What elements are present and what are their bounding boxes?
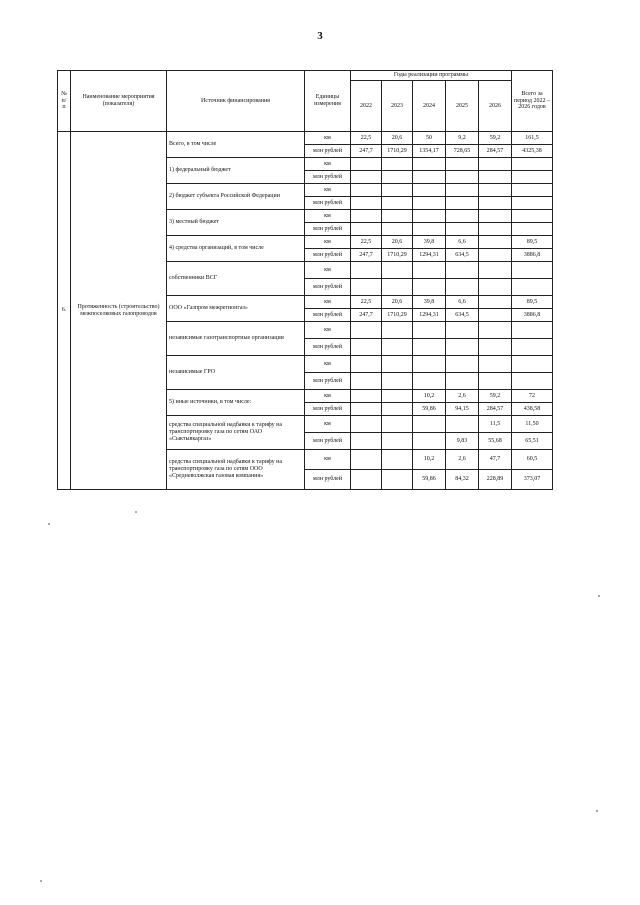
year-value-cell	[446, 416, 479, 433]
year-value-cell	[382, 322, 413, 339]
unit-cell: км	[305, 184, 351, 197]
unit-cell: км	[305, 158, 351, 171]
unit-cell: млн рублей	[305, 249, 351, 262]
year-value-cell	[446, 197, 479, 210]
year-value-cell: 284,57	[479, 403, 512, 416]
year-value-cell	[479, 373, 512, 390]
funding-source: Всего, в том числе	[167, 132, 305, 158]
funding-source: 3) местный бюджет	[167, 210, 305, 236]
funding-source: 4) средства организаций, в том числе	[167, 236, 305, 262]
total-cell	[512, 322, 553, 339]
year-value-cell: 20,6	[382, 296, 413, 309]
year-value-cell: 6,6	[446, 236, 479, 249]
total-cell	[512, 373, 553, 390]
year-value-cell: 9,2	[446, 132, 479, 145]
year-value-cell	[382, 470, 413, 490]
year-value-cell: 1710,29	[382, 309, 413, 322]
year-value-cell	[479, 184, 512, 197]
year-value-cell	[479, 158, 512, 171]
year-value-cell	[413, 373, 446, 390]
year-value-cell: 1710,29	[382, 145, 413, 158]
year-value-cell: 247,7	[351, 249, 382, 262]
year-value-cell: 59,2	[479, 390, 512, 403]
year-value-cell	[446, 279, 479, 296]
year-value-cell	[382, 184, 413, 197]
year-value-cell: 59,86	[413, 403, 446, 416]
funding-source: средства специальной надбавки к тарифу на транспортировку газа по сетям ООО «Средневолжская газовая компания»	[167, 450, 305, 490]
year-value-cell: 11,5	[479, 416, 512, 433]
year-value-cell	[351, 262, 382, 279]
scan-speck	[598, 595, 600, 597]
year-value-cell: 39,8	[413, 236, 446, 249]
year-value-cell	[351, 223, 382, 236]
unit-cell: км	[305, 416, 351, 433]
year-value-cell	[382, 262, 413, 279]
funding-source: 1) федеральный бюджет	[167, 158, 305, 184]
year-value-cell	[351, 158, 382, 171]
year-value-cell	[351, 339, 382, 356]
header-year: 2024	[413, 81, 446, 132]
financing-table	[57, 70, 553, 490]
year-value-cell	[413, 339, 446, 356]
unit-cell: млн рублей	[305, 171, 351, 184]
year-value-cell	[446, 373, 479, 390]
total-cell	[512, 197, 553, 210]
year-value-cell	[446, 356, 479, 373]
year-value-cell	[382, 210, 413, 223]
year-value-cell	[382, 356, 413, 373]
year-value-cell	[413, 262, 446, 279]
year-value-cell: 247,7	[351, 145, 382, 158]
year-value-cell	[351, 373, 382, 390]
year-value-cell: 1294,31	[413, 309, 446, 322]
year-value-cell	[413, 171, 446, 184]
year-value-cell: 228,89	[479, 470, 512, 490]
year-value-cell: 10,2	[413, 390, 446, 403]
year-value-cell: 728,65	[446, 145, 479, 158]
year-value-cell	[479, 171, 512, 184]
year-value-cell: 22,5	[351, 236, 382, 249]
total-cell: 65,51	[512, 433, 553, 450]
header-col-unit: Единицы измерения	[305, 71, 351, 132]
total-cell	[512, 158, 553, 171]
year-value-cell	[351, 450, 382, 470]
table-body	[58, 132, 553, 490]
year-value-cell	[351, 356, 382, 373]
funding-source: 2) бюджет субъекта Российской Федерации	[167, 184, 305, 210]
year-value-cell	[351, 210, 382, 223]
year-value-cell	[479, 249, 512, 262]
scan-speck	[596, 810, 598, 812]
year-value-cell	[413, 356, 446, 373]
total-cell	[512, 171, 553, 184]
total-cell	[512, 223, 553, 236]
year-value-cell	[479, 339, 512, 356]
year-value-cell	[479, 309, 512, 322]
unit-cell: км	[305, 132, 351, 145]
year-value-cell: 59,86	[413, 470, 446, 490]
year-value-cell	[382, 171, 413, 184]
year-value-cell: 6,6	[446, 296, 479, 309]
header-col-source: Источник финансирования	[167, 71, 305, 132]
unit-cell: млн рублей	[305, 403, 351, 416]
year-value-cell: 39,8	[413, 296, 446, 309]
year-value-cell	[382, 416, 413, 433]
year-value-cell: 634,5	[446, 249, 479, 262]
unit-cell: млн рублей	[305, 339, 351, 356]
item-number: 6.	[58, 132, 71, 490]
scan-speck	[135, 511, 137, 513]
unit-cell: млн рублей	[305, 373, 351, 390]
unit-cell: млн рублей	[305, 279, 351, 296]
year-value-cell: 2,6	[446, 450, 479, 470]
funding-source: собственники ВСГ	[167, 262, 305, 296]
total-cell: 3886,8	[512, 309, 553, 322]
table-row	[58, 132, 553, 145]
header-year: 2023	[382, 81, 413, 132]
total-cell: 60,5	[512, 450, 553, 470]
year-value-cell	[351, 184, 382, 197]
scan-speck	[40, 880, 42, 882]
year-value-cell	[446, 322, 479, 339]
year-value-cell	[413, 197, 446, 210]
year-value-cell: 20,6	[382, 236, 413, 249]
funding-source: ООО «Газпром межрегионгаз»	[167, 296, 305, 322]
page-number: 3	[317, 30, 323, 42]
year-value-cell	[446, 210, 479, 223]
year-value-cell	[382, 223, 413, 236]
year-value-cell	[446, 223, 479, 236]
year-value-cell: 59,2	[479, 132, 512, 145]
year-value-cell	[479, 262, 512, 279]
year-value-cell	[351, 197, 382, 210]
header-years-group: Годы реализации программы	[351, 71, 512, 81]
unit-cell: км	[305, 450, 351, 470]
year-value-cell	[351, 390, 382, 403]
unit-cell: км	[305, 210, 351, 223]
year-value-cell	[413, 184, 446, 197]
header-col-number: № п/п	[58, 71, 71, 132]
year-value-cell: 1710,29	[382, 249, 413, 262]
year-value-cell: 10,2	[413, 450, 446, 470]
funding-source: независимые газотранспортные организации	[167, 322, 305, 356]
year-value-cell	[446, 158, 479, 171]
funding-source: средства специальной надбавки к тарифу на транспортировку газа по сетям ОАО «Сыктывкаргаз»	[167, 416, 305, 450]
year-value-cell	[413, 433, 446, 450]
unit-cell: млн рублей	[305, 433, 351, 450]
year-value-cell	[351, 171, 382, 184]
year-value-cell: 20,6	[382, 132, 413, 145]
total-cell: 438,58	[512, 403, 553, 416]
year-value-cell	[382, 433, 413, 450]
total-cell: 373,07	[512, 470, 553, 490]
year-value-cell: 55,68	[479, 433, 512, 450]
year-value-cell: 22,5	[351, 132, 382, 145]
total-cell	[512, 279, 553, 296]
unit-cell: млн рублей	[305, 309, 351, 322]
total-cell: 89,5	[512, 296, 553, 309]
year-value-cell: 247,7	[351, 309, 382, 322]
year-value-cell	[479, 322, 512, 339]
item-name: Протяженность (строительство) межпоселковых газопроводов	[71, 132, 167, 490]
total-cell: 89,5	[512, 236, 553, 249]
year-value-cell	[413, 416, 446, 433]
funding-source: 5) иные источники, в том числе:	[167, 390, 305, 416]
year-value-cell	[382, 197, 413, 210]
header-col-measure: Наименование мероприятия (показателя)	[71, 71, 167, 132]
year-value-cell: 2,6	[446, 390, 479, 403]
unit-cell: км	[305, 236, 351, 249]
total-cell	[512, 210, 553, 223]
total-cell	[512, 184, 553, 197]
total-cell: 161,5	[512, 132, 553, 145]
year-value-cell	[382, 373, 413, 390]
year-value-cell	[446, 171, 479, 184]
year-value-cell: 1294,31	[413, 249, 446, 262]
year-value-cell	[351, 279, 382, 296]
year-value-cell	[479, 223, 512, 236]
year-value-cell	[382, 339, 413, 356]
year-value-cell	[446, 184, 479, 197]
year-value-cell: 50	[413, 132, 446, 145]
year-value-cell: 47,7	[479, 450, 512, 470]
unit-cell: км	[305, 322, 351, 339]
year-value-cell	[413, 210, 446, 223]
scan-speck	[48, 523, 50, 525]
year-value-cell	[413, 322, 446, 339]
unit-cell: км	[305, 356, 351, 373]
total-cell: 4325,38	[512, 145, 553, 158]
year-value-cell	[351, 322, 382, 339]
total-cell: 3886,8	[512, 249, 553, 262]
year-value-cell	[382, 279, 413, 296]
year-value-cell: 634,5	[446, 309, 479, 322]
year-value-cell	[382, 390, 413, 403]
header-year: 2022	[351, 81, 382, 132]
year-value-cell	[446, 339, 479, 356]
total-cell: 11,50	[512, 416, 553, 433]
unit-cell: млн рублей	[305, 223, 351, 236]
total-cell	[512, 339, 553, 356]
header-year: 2026	[479, 81, 512, 132]
year-value-cell	[479, 236, 512, 249]
header-year: 2025	[446, 81, 479, 132]
year-value-cell	[351, 433, 382, 450]
year-value-cell: 284,57	[479, 145, 512, 158]
year-value-cell	[382, 403, 413, 416]
year-value-cell: 94,15	[446, 403, 479, 416]
unit-cell: млн рублей	[305, 197, 351, 210]
year-value-cell	[446, 262, 479, 279]
year-value-cell: 84,32	[446, 470, 479, 490]
year-value-cell	[413, 223, 446, 236]
year-value-cell	[479, 296, 512, 309]
year-value-cell: 22,5	[351, 296, 382, 309]
year-value-cell	[382, 158, 413, 171]
year-value-cell	[351, 470, 382, 490]
total-cell	[512, 356, 553, 373]
unit-cell: млн рублей	[305, 470, 351, 490]
year-value-cell	[479, 197, 512, 210]
total-cell	[512, 262, 553, 279]
total-cell: 72	[512, 390, 553, 403]
year-value-cell	[351, 403, 382, 416]
unit-cell: млн рублей	[305, 145, 351, 158]
year-value-cell	[479, 210, 512, 223]
year-value-cell	[382, 450, 413, 470]
year-value-cell	[413, 279, 446, 296]
year-value-cell	[479, 356, 512, 373]
year-value-cell: 9,83	[446, 433, 479, 450]
unit-cell: км	[305, 390, 351, 403]
header-col-total: Всего за период 2022 – 2026 годов	[512, 71, 553, 132]
unit-cell: км	[305, 296, 351, 309]
year-value-cell	[479, 279, 512, 296]
year-value-cell: 1354,17	[413, 145, 446, 158]
year-value-cell	[351, 416, 382, 433]
year-value-cell	[413, 158, 446, 171]
funding-source: независимые ГРО	[167, 356, 305, 390]
unit-cell: км	[305, 262, 351, 279]
